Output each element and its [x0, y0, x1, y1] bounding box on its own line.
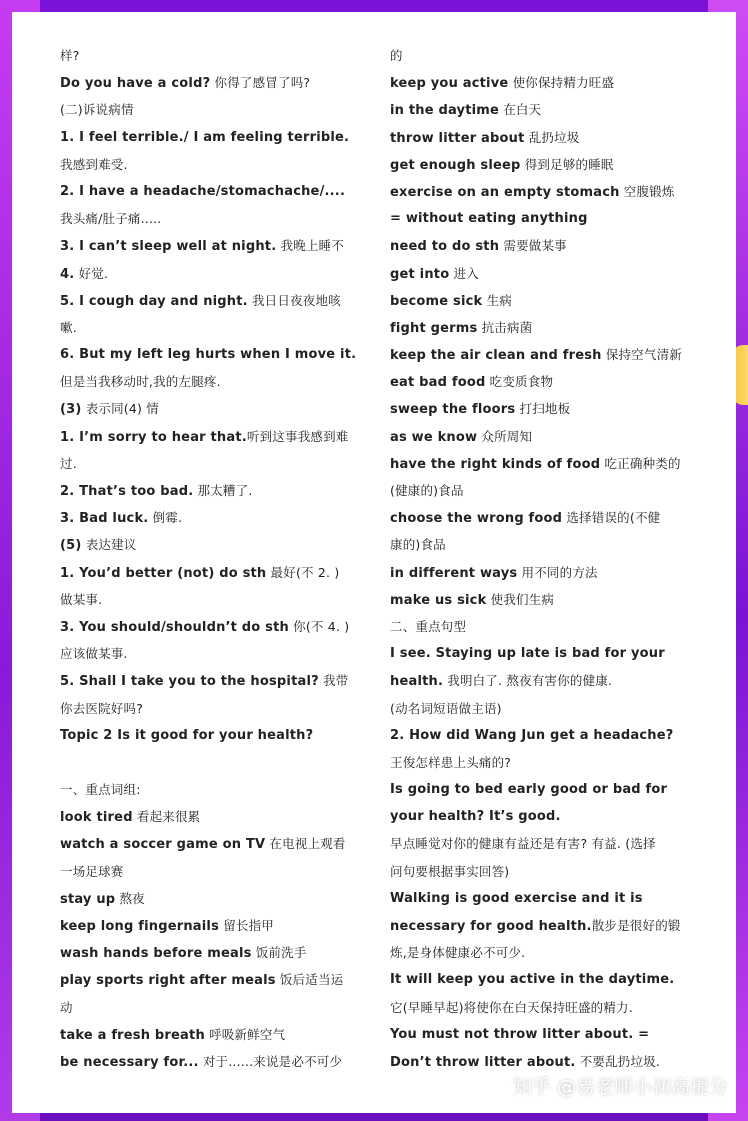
text-line — [390, 939, 710, 966]
chinese-text: 饭后适当运 — [275, 972, 344, 988]
text-line — [60, 395, 370, 422]
english-text: Walking is good exercise and it is — [390, 890, 643, 906]
english-text: fight germs — [390, 320, 478, 336]
english-text: play sports right after meals — [60, 973, 276, 989]
text-line — [60, 722, 370, 749]
english-text: 1. You’d better (not) do sth — [60, 565, 267, 581]
chinese-text: 你去医院好吗? — [60, 700, 144, 716]
chinese-text: (二)诉说病情 — [60, 102, 134, 118]
text-line — [60, 531, 370, 558]
text-line — [390, 260, 710, 287]
text-line — [390, 776, 710, 803]
english-text: keep long fingernails — [60, 919, 220, 934]
chinese-text: 保持空气清新 — [601, 347, 682, 363]
english-text: wash hands before meals — [60, 946, 252, 962]
english-text: = without eating anything — [390, 211, 588, 227]
chinese-text: 散步是很好的锻 — [591, 918, 681, 933]
left-column — [60, 42, 370, 1075]
english-text: 3. Bad luck. — [60, 511, 149, 527]
english-text: get enough sleep — [390, 157, 521, 173]
chinese-text: 吃正确种类的 — [600, 455, 681, 471]
text-line — [60, 368, 370, 395]
chinese-text: 它(早睡早起)将使你在白天保持旺盛的精力. — [390, 999, 633, 1015]
chinese-text: 打扫地板 — [515, 401, 571, 417]
chinese-text: 表示同(4) 情 — [81, 401, 159, 417]
text-line — [60, 232, 370, 259]
english-text: keep you active — [390, 76, 509, 92]
text-line — [390, 722, 710, 749]
chinese-text: 表达建议 — [81, 537, 137, 553]
text-line — [390, 640, 710, 667]
text-line — [390, 205, 710, 232]
text-line — [60, 314, 370, 341]
chinese-text: 样? — [60, 48, 80, 63]
chinese-text: 好觉. — [74, 265, 109, 281]
english-text: Don’t throw litter about. — [390, 1054, 576, 1070]
text-line — [60, 912, 370, 939]
text-line — [60, 803, 370, 830]
chinese-text: (动名词短语做主语) — [390, 700, 502, 716]
chinese-text: 最好(不 2. ) — [266, 564, 340, 580]
chinese-text: 看起来很累 — [132, 809, 201, 825]
chinese-text: 的 — [390, 48, 403, 63]
text-line — [390, 341, 710, 368]
chinese-text: 动 — [60, 999, 73, 1015]
text-line — [390, 151, 710, 178]
chinese-text: 我感到难受. — [60, 156, 128, 172]
text-line — [60, 423, 370, 450]
text-line — [390, 96, 710, 123]
chinese-text: 做某事. — [60, 591, 103, 607]
text-line — [390, 423, 710, 450]
chinese-text: 众所周知 — [477, 428, 533, 444]
english-text: in the daytime — [390, 103, 500, 119]
english-text: be necessary for... — [60, 1054, 199, 1070]
text-line — [60, 287, 370, 314]
english-text: (3) — [60, 402, 82, 418]
chinese-text: 早点睡觉对你的健康有益还是有害? 有益. (选择 — [390, 836, 656, 852]
text-line — [60, 124, 370, 151]
chinese-text: 我日日夜夜地咳 — [247, 292, 341, 308]
chinese-text: 你(不 4. ) — [288, 618, 350, 634]
text-line — [390, 69, 710, 96]
text-line — [60, 1048, 370, 1075]
text-line — [390, 966, 710, 993]
english-text: need to do sth — [390, 239, 500, 255]
english-text: It will keep you active in the daytime. — [390, 972, 675, 988]
english-text: 3. I can’t sleep well at night. — [60, 239, 277, 255]
right-column — [390, 42, 710, 1075]
chinese-text: 饭前洗手 — [251, 945, 307, 961]
english-text: become sick — [390, 293, 483, 309]
english-text: watch a soccer game on TV — [60, 837, 266, 853]
chinese-text: 康的)食品 — [390, 537, 446, 553]
text-line — [60, 178, 370, 205]
text-line — [60, 994, 370, 1021]
text-line — [60, 450, 370, 477]
english-text: 2. That’s too bad. — [60, 484, 194, 499]
text-line — [390, 287, 710, 314]
english-text: Do you have a cold? — [60, 76, 211, 92]
text-line — [390, 178, 710, 205]
text-line — [60, 205, 370, 232]
chinese-text: 空腹锻炼 — [619, 183, 675, 199]
document-page — [12, 12, 736, 1113]
chinese-text: 二、重点句型 — [390, 618, 467, 634]
english-text: your health? It’s good. — [390, 809, 561, 825]
text-line — [390, 695, 710, 722]
text-line — [390, 314, 710, 341]
chinese-text: 不要乱扔垃圾. — [575, 1053, 661, 1069]
chinese-text: 吃变质食物 — [485, 374, 554, 390]
text-line — [390, 803, 710, 830]
english-text: 2. I have a headache/stomachache/.... — [60, 183, 346, 199]
text-line — [60, 586, 370, 613]
chinese-text: 听到这事我感到难 — [246, 428, 349, 444]
chinese-text: 选择错误的(不健 — [562, 510, 661, 526]
english-text: look tired — [60, 810, 133, 826]
text-line — [60, 341, 370, 368]
text-line — [390, 613, 710, 640]
text-line — [60, 559, 370, 586]
chinese-text: 我头痛/肚子痛..... — [60, 211, 162, 227]
text-line — [390, 504, 710, 531]
english-text: (5) — [60, 538, 82, 554]
text-line — [60, 667, 370, 694]
chinese-text: 使你保持精力旺盛 — [508, 75, 615, 91]
chinese-text: 呼吸新鲜空气 — [204, 1026, 286, 1042]
chinese-text: 炼,是身体健康必不可少. — [390, 945, 526, 961]
text-line — [390, 667, 710, 694]
chinese-text: 过. — [60, 455, 77, 471]
text-line — [390, 531, 710, 558]
text-line — [390, 912, 710, 939]
chinese-text: 嗽. — [60, 319, 77, 335]
text-line — [390, 232, 710, 259]
chinese-text: 倒霉. — [148, 510, 183, 526]
chinese-text: 我晚上睡不 — [276, 238, 345, 254]
chinese-text: 对于......来说是必不可少 — [198, 1053, 343, 1069]
chinese-text: 抗击病菌 — [477, 319, 533, 335]
text-line — [60, 858, 370, 885]
chinese-text: 一、重点词组: — [60, 782, 141, 798]
english-text: necessary for good health. — [390, 919, 592, 934]
english-text: 3. You should/shouldn’t do sth — [60, 619, 289, 635]
text-line — [60, 1021, 370, 1048]
chinese-text: 你得了感冒了吗? — [210, 75, 311, 91]
text-line — [390, 885, 710, 912]
chinese-text: 我明白了. 熬夜有害你的健康. — [443, 673, 613, 689]
text-line — [60, 885, 370, 912]
text-line — [390, 124, 710, 151]
text-line — [60, 151, 370, 178]
english-text: health. — [390, 674, 444, 690]
chinese-text: 需要做某事 — [499, 238, 567, 254]
chinese-text: 一场足球赛 — [60, 863, 124, 879]
chinese-text: (健康的)食品 — [390, 483, 464, 498]
english-text: You must not throw litter about. = — [390, 1026, 650, 1042]
english-text: 6. But my left leg hurts when I move it. — [60, 347, 357, 363]
english-text: 2. How did Wang Jun get a headache? — [390, 727, 674, 743]
chinese-text: 王俊怎样患上头痛的? — [390, 754, 512, 770]
chinese-text: 在白天 — [499, 102, 542, 118]
text-line — [390, 586, 710, 613]
english-text: 5. I cough day and night. — [60, 293, 248, 309]
chinese-text: 但是当我移动时,我的左腿疼. — [60, 374, 221, 390]
english-text: in different ways — [390, 565, 518, 581]
text-line — [390, 749, 710, 776]
english-text: take a fresh breath — [60, 1027, 205, 1043]
english-text: I see. Staying up late is bad for your — [390, 646, 665, 662]
text-line — [390, 994, 710, 1021]
text-line — [60, 477, 370, 504]
english-text: Topic 2 Is it good for your health? — [60, 727, 314, 743]
english-text: eat bad food — [390, 375, 486, 391]
english-text: exercise on an empty stomach — [390, 184, 620, 200]
text-line — [390, 830, 710, 857]
text-line — [60, 776, 370, 803]
text-line — [390, 450, 710, 477]
text-line — [60, 260, 370, 287]
english-text: Is going to bed early good or bad for — [390, 782, 668, 798]
text-line — [390, 1021, 710, 1048]
text-line — [60, 749, 370, 776]
text-line — [390, 858, 710, 885]
text-line — [60, 640, 370, 667]
text-line — [60, 939, 370, 966]
english-text: make us sick — [390, 592, 487, 608]
english-text: get into — [390, 266, 450, 282]
chinese-text: 熬夜 — [115, 890, 145, 906]
english-text: stay up — [60, 891, 116, 907]
english-text: 1. I’m sorry to hear that. — [60, 429, 247, 445]
text-line — [60, 96, 370, 123]
text-line — [390, 477, 710, 504]
text-line — [390, 368, 710, 395]
text-line — [60, 504, 370, 531]
chinese-text: 我带 — [318, 673, 349, 689]
chinese-text: 使我们生病 — [486, 591, 555, 607]
chinese-text: 进入 — [449, 265, 479, 281]
english-text: 1. I feel terrible./ I am feeling terrible. — [60, 129, 350, 145]
text-line — [60, 69, 370, 96]
chinese-text: 留长指甲 — [219, 918, 274, 933]
chinese-text: 那太糟了. — [193, 483, 253, 498]
text-line — [390, 559, 710, 586]
chinese-text: 问句要根据事实回答) — [390, 863, 510, 879]
english-text: throw litter about — [390, 130, 525, 146]
text-line — [60, 966, 370, 993]
chinese-text: 乱扔垃圾 — [524, 129, 580, 145]
chinese-text: 生病 — [482, 292, 512, 308]
english-text: 5. Shall I take you to the hospital? — [60, 674, 319, 690]
chinese-text: 应该做某事. — [60, 646, 128, 662]
english-text: choose the wrong food — [390, 511, 563, 527]
english-text: as we know — [390, 429, 478, 445]
text-line — [60, 695, 370, 722]
english-text: have the right kinds of food — [390, 456, 601, 472]
chinese-text: 在电视上观看 — [265, 836, 346, 852]
chinese-text: 用不同的方法 — [517, 564, 598, 580]
english-text: sweep the floors — [390, 402, 516, 418]
text-line — [60, 42, 370, 69]
text-line — [60, 830, 370, 857]
text-line — [390, 395, 710, 422]
text-line — [390, 42, 710, 69]
text-line — [60, 613, 370, 640]
watermark: 知乎 @易老师小初高提分 — [512, 1076, 728, 1098]
english-text: 4. — [60, 266, 75, 282]
chinese-text: 得到足够的睡眠 — [520, 156, 614, 172]
english-text: keep the air clean and fresh — [390, 348, 602, 364]
